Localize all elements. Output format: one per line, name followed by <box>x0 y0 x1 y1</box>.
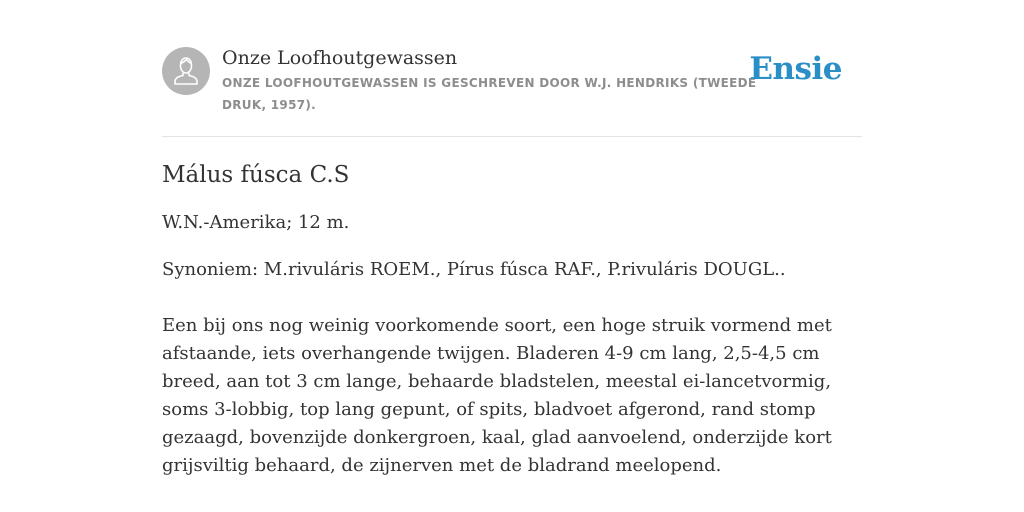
user-icon <box>162 47 210 95</box>
entry-content <box>162 158 862 480</box>
entry-synonyms: Synoniem: M.rivuláris ROEM., Pírus fúsca RAF., P.rivuláris DOUGL.. <box>162 259 786 280</box>
book-title[interactable]: Onze Loofhoutgewassen <box>222 47 458 69</box>
entry-origin: W.N.-Amerika; 12 m. <box>162 212 350 233</box>
brand-logo[interactable]: Ensie <box>749 51 842 87</box>
book-subtitle: ONZE LOOFHOUTGEWASSEN IS GESCHREVEN DOOR W.J. HENDRIKS (TWEEDE DRUK, 1957). <box>222 76 757 112</box>
entry-description: Een bij ons nog weinig voorkomende soort, een hoge struik vormend met afstaande, iets overhangende twijgen. Bladeren 4-9 cm lang, 2,5-4,5 cm breed, aan tot 3 cm lange, behaarde bladstelen, meestal ei-lancetvormig, soms 3-lobbig, top lang gepunt, of spits, bladvoet afgerond, rand stomp gezaagd, bovenzijde donkergroen, kaal, glad aanvoelend, onderzijde kort grijsviltig behaard, de zijnerven met de bladrand meelopend. <box>162 315 832 476</box>
book-header <box>162 46 862 137</box>
avatar <box>162 47 210 95</box>
entry-title: Málus fúsca C.S <box>162 162 350 188</box>
